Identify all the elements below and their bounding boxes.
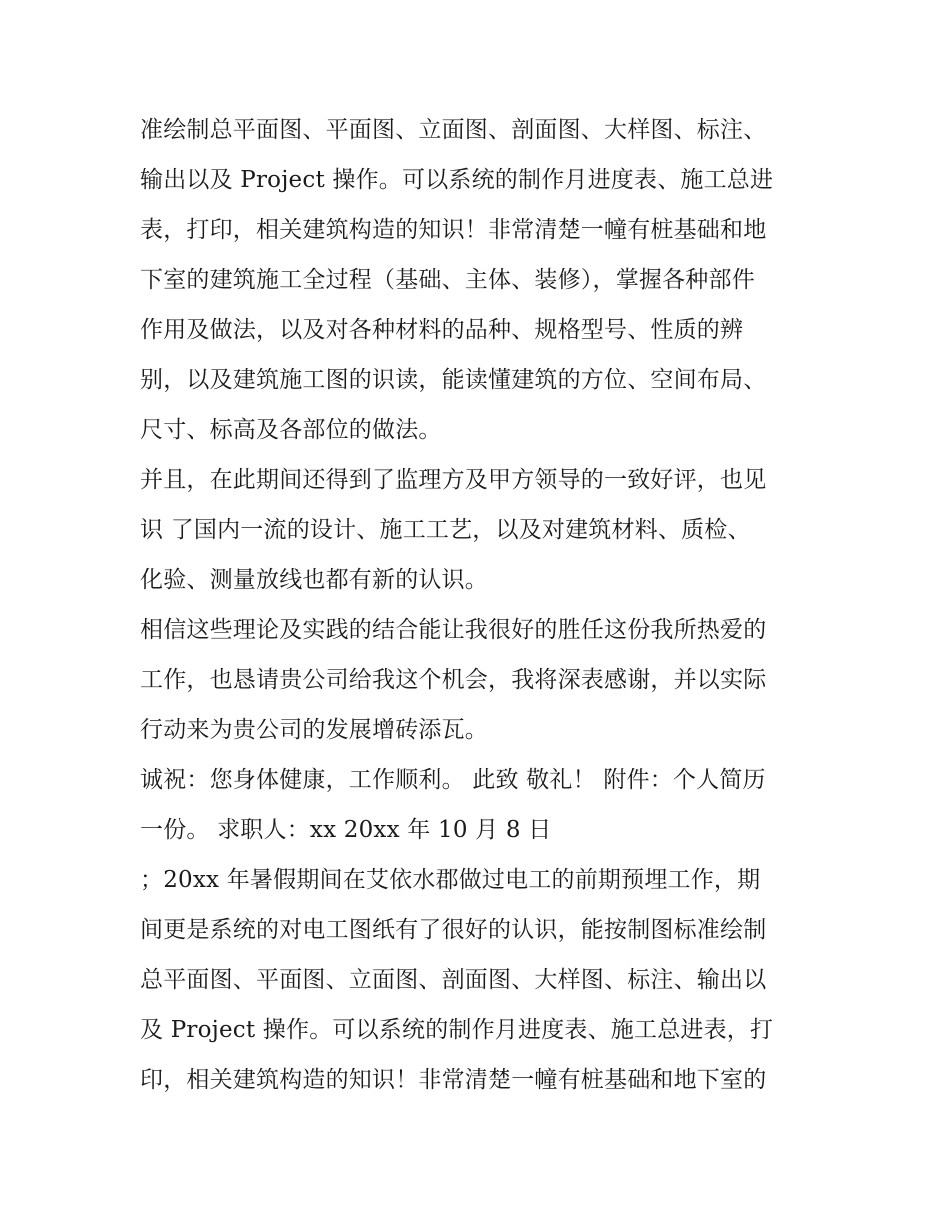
text-line: 一份。 求职人：xx 20xx 年 10 月 8 日: [140, 817, 552, 843]
text-line: 下室的建筑施工全过程（基础、主体、装修），掌握各种部件: [140, 267, 755, 293]
text-line: ；20xx 年暑假期间在艾依水郡做过电工的前期预埋工作，期: [140, 867, 761, 893]
text-line: 尺寸、标高及各部位的做法。: [140, 417, 442, 443]
text-line: 并且，在此期间还得到了监理方及甲方领导的一致好评，也见: [140, 467, 767, 493]
text-line: 及 Project 操作。可以系统的制作月进度表、施工总进表，打: [140, 1017, 774, 1043]
text-line: 别，以及建筑施工图的识读，能读懂建筑的方位、空间布局、: [140, 367, 767, 393]
text-line: 识 了国内一流的设计、施工工艺，以及对建筑材料、质检、: [140, 517, 751, 543]
text-line: 诚祝：您身体健康，工作顺利。 此致 敬礼！ 附件：个人简历: [140, 767, 766, 793]
text-line: 准绘制总平面图、平面图、立面图、剖面图、大样图、标注、: [140, 117, 767, 143]
text-line: 表，打印，相关建筑构造的知识！非常清楚一幢有桩基础和地: [140, 217, 767, 243]
text-line: 间更是系统的对电工图纸有了很好的认识，能按制图标准绘制: [140, 917, 767, 943]
text-line: 印，相关建筑构造的知识！非常清楚一幢有桩基础和地下室的: [140, 1067, 767, 1093]
text-line: 输出以及 Project 操作。可以系统的制作月进度表、施工总进: [140, 167, 774, 193]
text-line: 行动来为贵公司的发展增砖添瓦。: [140, 717, 488, 743]
text-line: 相信这些理论及实践的结合能让我很好的胜任这份我所热爱的: [140, 617, 767, 643]
text-line: 化验、测量放线也都有新的认识。: [140, 567, 488, 593]
text-line: 总平面图、平面图、立面图、剖面图、大样图、标注、输出以: [140, 967, 767, 993]
text-line: 作用及做法，以及对各种材料的品种、规格型号、性质的辨: [140, 317, 744, 343]
text-line: 工作，也恳请贵公司给我这个机会，我将深表感谢，并以实际: [140, 667, 767, 693]
